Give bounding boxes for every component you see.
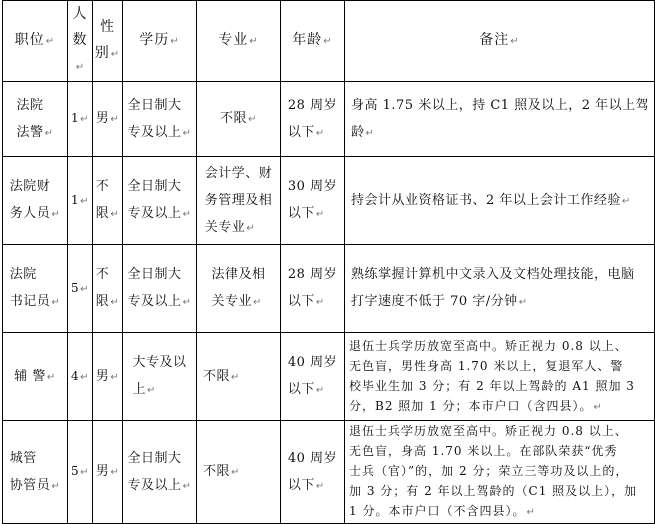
gender-cell: 男↵ bbox=[96, 458, 119, 486]
table-row bbox=[3, 157, 655, 245]
paragraph-mark-icon: ↵ bbox=[147, 385, 156, 396]
paragraph-mark-icon: ↵ bbox=[246, 222, 256, 234]
remarks-cell: 熟练掌握计算机中文录入及文档处理技能，电脑 打字速度不低于 70 字/分钟↵ bbox=[351, 261, 635, 316]
position-cell: 辅 警↵ bbox=[14, 363, 56, 391]
header-major: 专业↵ bbox=[218, 27, 258, 55]
major-cell: 法律及相 关专业↵ bbox=[211, 261, 265, 316]
major-cell: 不限↵ bbox=[220, 105, 257, 133]
major-cell: 不限↵ bbox=[203, 363, 240, 391]
header-cell bbox=[197, 27, 280, 55]
position-cell: 法院财 务人员↵ bbox=[10, 173, 60, 228]
paragraph-mark-icon: ↵ bbox=[80, 283, 90, 295]
paragraph-mark-icon: ↵ bbox=[526, 507, 536, 518]
paragraph-mark-icon: ↵ bbox=[231, 371, 240, 383]
education-cell: 全日制大 专及以上↵ bbox=[128, 173, 192, 228]
age-cell: 40 周岁 以下↵ bbox=[288, 349, 337, 404]
education-cell: 全日制大 专及以上↵ bbox=[128, 261, 192, 316]
paragraph-mark-icon: ↵ bbox=[182, 480, 192, 492]
paragraph-mark-icon: ↵ bbox=[510, 36, 520, 47]
paragraph-mark-icon: ↵ bbox=[45, 36, 56, 47]
paragraph-mark-icon: ↵ bbox=[110, 209, 120, 220]
remarks-cell: 身高 1.75 米以上，持 C1 照及以上，2 年以上驾 龄↵ bbox=[351, 92, 649, 147]
education-cell: 全日制大 专及以上↵ bbox=[128, 92, 192, 147]
age-cell: 28 周岁 以下↵ bbox=[288, 261, 337, 316]
paragraph-mark-icon: ↵ bbox=[170, 36, 180, 47]
paragraph-mark-icon: ↵ bbox=[110, 49, 121, 60]
paragraph-mark-icon: ↵ bbox=[80, 195, 90, 207]
paragraph-mark-icon: ↵ bbox=[253, 297, 262, 308]
paragraph-mark-icon: ↵ bbox=[315, 127, 325, 139]
paragraph-mark-icon: ↵ bbox=[110, 297, 120, 308]
gender-cell: 男↵ bbox=[96, 105, 119, 133]
paragraph-mark-icon: ↵ bbox=[249, 36, 259, 47]
table-row bbox=[3, 333, 655, 421]
header-education: 学历↵ bbox=[139, 27, 179, 55]
paragraph-mark-icon: ↵ bbox=[315, 297, 325, 308]
paragraph-mark-icon: ↵ bbox=[110, 467, 120, 478]
paragraph-mark-icon: ↵ bbox=[365, 127, 375, 139]
paragraph-mark-icon: ↵ bbox=[315, 209, 325, 220]
count-cell: 5↵ bbox=[71, 275, 89, 303]
remarks-cell: 退伍士兵学历放宽至高中。矫正视力 0.8 以上、 无色盲，身高 1.70 米以上。在部队荣获“优秀 士兵（官）”的，加 2 分；荣立三等功及以上的， 加 3 分；有 2 年以上驾龄的（C1 照及以上），加 1 分。本市户口（不含四县）。↵ bbox=[349, 421, 637, 523]
recruitment-table-sheet bbox=[2, 0, 654, 518]
gender-cell: 男↵ bbox=[96, 363, 119, 391]
count-cell: 1↵ bbox=[71, 187, 89, 215]
major-cell: 会计学、财 务管理及相 关专业↵ bbox=[205, 160, 273, 242]
gender-cell: 不 限↵ bbox=[96, 261, 119, 316]
education-cell: 大专及以 上↵ bbox=[132, 349, 186, 404]
header-cell bbox=[345, 27, 654, 55]
paragraph-mark-icon: ↵ bbox=[518, 297, 528, 308]
remarks-cell: 退伍士兵学历放宽至高中。矫正视力 0.8 以上、 无色盲，男性身高 1.70 米以上，复退军人、警 校毕业生加 3 分；有 2 年以上驾龄的 A1 照加 3 分，B2 照加 1 分；本市户口（含四县）。↵ bbox=[349, 336, 635, 418]
count-cell: 5↵ bbox=[71, 458, 89, 486]
position-cell: 城管 协管员↵ bbox=[10, 445, 60, 500]
header-cell bbox=[93, 14, 122, 68]
paragraph-mark-icon: ↵ bbox=[182, 297, 192, 308]
header-position: 职位↵ bbox=[15, 27, 55, 55]
table-row bbox=[3, 421, 655, 524]
paragraph-mark-icon: ↵ bbox=[75, 62, 86, 73]
paragraph-mark-icon: ↵ bbox=[44, 127, 54, 139]
age-cell: 40 周岁 以下↵ bbox=[288, 445, 337, 500]
paragraph-mark-icon: ↵ bbox=[80, 467, 90, 478]
paragraph-mark-icon: ↵ bbox=[315, 480, 325, 492]
paragraph-mark-icon: ↵ bbox=[80, 371, 90, 383]
header-cell bbox=[123, 27, 196, 55]
paragraph-mark-icon: ↵ bbox=[231, 467, 240, 478]
header-cell bbox=[68, 1, 92, 81]
paragraph-mark-icon: ↵ bbox=[323, 36, 333, 47]
paragraph-mark-icon: ↵ bbox=[80, 114, 90, 125]
paragraph-mark-icon: ↵ bbox=[46, 371, 56, 383]
header-remarks: 备注↵ bbox=[479, 27, 519, 55]
paragraph-mark-icon: ↵ bbox=[621, 195, 631, 207]
count-cell: 1↵ bbox=[71, 105, 89, 133]
age-cell: 30 周岁 以下↵ bbox=[288, 173, 337, 228]
paragraph-mark-icon: ↵ bbox=[51, 209, 61, 220]
major-cell: 不限↵ bbox=[203, 458, 240, 486]
header-age: 年龄↵ bbox=[292, 27, 332, 55]
gender-cell: 不 限↵ bbox=[96, 173, 119, 228]
paragraph-mark-icon: ↵ bbox=[315, 385, 325, 396]
table-row bbox=[3, 245, 655, 333]
paragraph-mark-icon: ↵ bbox=[110, 114, 120, 125]
table-header-row bbox=[3, 1, 655, 82]
position-cell: 法院 书记员↵ bbox=[10, 261, 60, 316]
table-row bbox=[3, 82, 655, 157]
age-cell: 28 周岁 以下↵ bbox=[288, 92, 337, 147]
header-gender: 性 别↵ bbox=[95, 14, 120, 68]
paragraph-mark-icon: ↵ bbox=[182, 209, 192, 220]
paragraph-mark-icon: ↵ bbox=[110, 371, 120, 383]
header-cell bbox=[281, 27, 344, 55]
count-cell: 4↵ bbox=[71, 363, 89, 391]
recruitment-table bbox=[2, 0, 655, 524]
education-cell: 全日制大 专及以上↵ bbox=[128, 445, 192, 500]
paragraph-mark-icon: ↵ bbox=[593, 401, 603, 413]
position-cell: 法院 法警↵ bbox=[17, 92, 54, 147]
header-cell bbox=[3, 27, 67, 55]
paragraph-mark-icon: ↵ bbox=[51, 480, 61, 492]
remarks-cell: 持会计从业资格证书、2 年以上会计工作经验↵ bbox=[351, 187, 631, 215]
header-count: 人 数↵ bbox=[68, 1, 92, 81]
paragraph-mark-icon: ↵ bbox=[248, 114, 257, 125]
paragraph-mark-icon: ↵ bbox=[182, 127, 192, 139]
paragraph-mark-icon: ↵ bbox=[51, 297, 61, 308]
